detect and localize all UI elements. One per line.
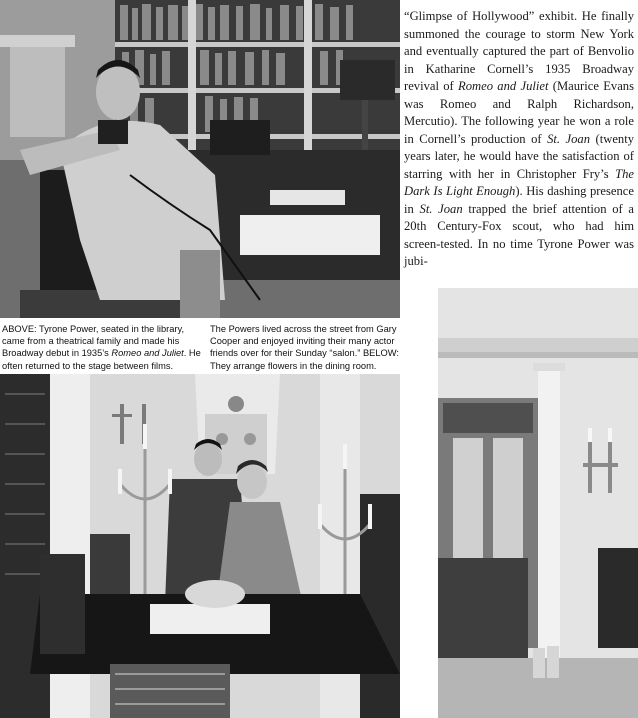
body-segment: (Maurice Evans was Romeo and Ralph Richardson, Mercutio). The following year he won a role in Cornell’s production of xyxy=(404,79,634,146)
caption-text: . He often returned to the stage between films. xyxy=(2,348,201,371)
caption-italic-title: Romeo and Juliet xyxy=(111,348,184,359)
photo-dining-room xyxy=(0,374,400,718)
caption-salon xyxy=(210,323,400,372)
play-title-romeo-and-juliet: Romeo and Juliet xyxy=(458,79,549,93)
body-segment: ). His dashing presence in xyxy=(404,184,634,216)
caption-text: ABOVE: Tyrone Power, seated in the library, came from a theatrical family and made his Broadway debut in 1935’s xyxy=(2,324,185,359)
photo-hallway xyxy=(438,288,638,718)
body-segment: trapped the brief attention of a 20th Century-Fox scout, who had him screen-tested. In no time Tyrone Power was jubi- xyxy=(404,201,634,268)
article-body-text xyxy=(404,8,634,271)
play-title-st-joan: St. Joan xyxy=(547,131,591,146)
photo-library-tyrone-power xyxy=(0,0,400,318)
caption-text: The Powers lived across the street from Gary Cooper and enjoyed inviting their many actor friends over for their Sunday “salon.” BELOW: They arrange flowers in the dining room. xyxy=(210,324,399,371)
body-segment: (twenty years later, he would have the satisfaction of starring with her in Christopher Fry’s xyxy=(404,131,634,181)
caption-library-photo xyxy=(2,323,202,372)
play-title-st-joan: St. Joan xyxy=(419,201,463,216)
body-segment: “Glimpse of Hollywood” exhibit. He finally summoned the courage to storm New York and eventually captured the part of Benvolio in Katharine Cornell’s 1935 Broadway revival of xyxy=(404,9,634,93)
play-title-dark-is-light-enough: The Dark Is Light Enough xyxy=(404,166,634,198)
